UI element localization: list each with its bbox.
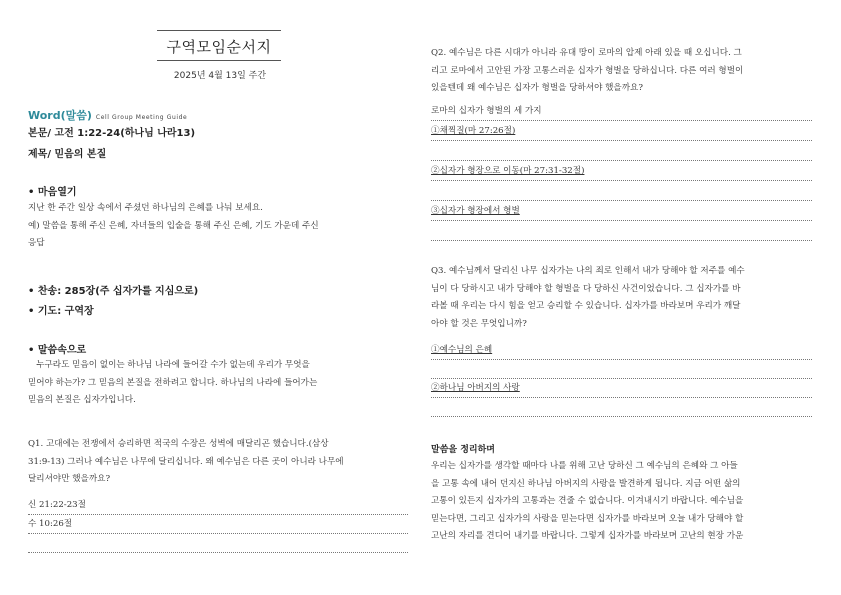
closing-line: 믿는다면, 그리고 십자가의 사랑을 믿는다면 십자가를 바라보며 오늘 내가 당해야 할: [431, 513, 744, 524]
q3-answer-line: [431, 399, 812, 417]
q3-line: 라볼 때 우리는 다시 힘을 얻고 승리할 수 있습니다. 십자가를 바라보며 우리가 깨달: [431, 301, 741, 311]
word-heading: [28, 104, 187, 123]
q2-line: Q2. 예수님은 다른 시대가 아니라 유대 땅이 로마의 압제 아래 있을 때 오십니다. 그: [431, 48, 742, 58]
hymn-line: • 찬송: 285장(주 십자가를 지심으로): [28, 286, 199, 297]
closing-text: [431, 458, 812, 546]
q2-answer-line: ③십자가 형장에서 형벌: [431, 203, 812, 221]
closing-heading: 말씀을 정리하며: [431, 445, 495, 455]
q1-answer-line: 신 21:22-23절: [28, 497, 408, 515]
q1-line: 31:9-13) 그러나 예수님은 나무에 달리십니다. 왜 예수님은 다른 곳이 아니라 나무에: [28, 456, 344, 467]
word-sublabel: Cell Group Meeting Guide: [95, 114, 188, 121]
q1-line: Q1. 고대에는 전쟁에서 승리하면 적국의 수장은 성벽에 매달리곤 했습니다.(삼상: [28, 439, 329, 449]
message-line: 믿음의 본질은 십자가입니다.: [28, 395, 136, 405]
opening-line: 예) 말씀을 통해 주신 은혜, 자녀들의 입술을 통해 주신 은혜, 기도 가운데 주신: [28, 220, 319, 231]
closing-line: 우리는 십자가를 생각할 때마다 나를 위해 고난 당하신 그 예수님의 은혜와 그 아들: [431, 461, 738, 471]
q2-line: 리고 로마에서 고안된 가장 고통스러운 십자가 형벌을 당하십니다. 다른 여러 형벌이: [431, 65, 744, 76]
message-text: [28, 357, 408, 410]
q2-answer-line: ②십자가 형장으로 이동(마 27:31-32절): [431, 163, 812, 181]
closing-line: 고난의 자리를 견디어 내기를 바랍니다. 그렇게 십자가를 바라보며 고난의 현장 가운: [431, 531, 744, 541]
sermon-subject: 제목/ 믿음의 본질: [28, 149, 107, 160]
closing-line: 고통이 있든지 십자가의 고통과는 견줄 수 없습니다. 이겨내시기 바랍니다. 예수님을: [431, 496, 744, 506]
closing-line: 을 고통 속에 내어 던지신 하나님 아버지의 사랑을 발견하게 됩니다. 지금 어떤 삶의: [431, 478, 741, 489]
q1-answer-line: 수 10:26절: [28, 516, 408, 534]
q2-subheading: 로마의 십자가 형벌의 세 가지: [431, 103, 812, 121]
q2-line: 있을텐데 왜 예수님은 십자가 형벌을 당하셔야 했을까요?: [431, 83, 643, 93]
question-3: [431, 263, 812, 333]
title-block: [157, 30, 281, 61]
opening-line: 지난 한 주간 일상 속에서 주셨던 하나님의 은혜를 나눠 보세요.: [28, 203, 263, 213]
q1-line: 달리셔야만 했을까요?: [28, 474, 111, 484]
q2-answer-line: [431, 143, 812, 161]
q3-answer-line: ①예수님의 은혜: [431, 342, 812, 360]
word-label: Word(말씀): [28, 109, 92, 122]
q3-line: Q3. 예수님께서 달리신 나무 십자가는 나의 죄로 인해서 내가 당해야 할 저주를 예수: [431, 266, 745, 276]
q3-line: 님이 다 당하시고 내가 당해야 할 형벌을 다 당하신 사건이었습니다. 그 십자가를 바: [431, 283, 741, 294]
page-title: 구역모임순서지: [166, 38, 272, 56]
q2-answer-line: [431, 223, 812, 241]
message-heading: • 말씀속으로: [28, 345, 87, 356]
q1-answer-line: [28, 535, 408, 553]
week-date: 2025년 4월 13일 주간: [173, 71, 267, 81]
q2-answer-line: [431, 183, 812, 201]
message-line: 믿어야 하는가? 그 믿음의 본질을 전하려고 합니다. 하나님의 나라에 들어가는: [28, 377, 318, 388]
question-2: [431, 45, 812, 98]
title-bottom-rule: [157, 60, 281, 61]
q3-answer-line: [431, 361, 812, 379]
opening-line: 응답: [28, 238, 45, 248]
question-1: [28, 436, 408, 489]
prayer-line: • 기도: 구역장: [28, 306, 94, 317]
opening-heading: • 마음열기: [28, 187, 77, 198]
scripture-reference: 본문/ 고전 1:22-24(하나님 나라13): [28, 128, 196, 139]
q2-answer-line: ①채찍질(마 27:26절): [431, 123, 812, 141]
message-line: 누구라도 믿음이 없이는 하나님 나라에 들어갈 수가 없는데 우리가 무엇을: [28, 360, 310, 370]
opening-text: [28, 200, 408, 253]
q3-line: 아야 할 것은 무엇입니까?: [431, 318, 527, 329]
q3-answer-line: ②하나님 아버지의 사랑: [431, 380, 812, 398]
